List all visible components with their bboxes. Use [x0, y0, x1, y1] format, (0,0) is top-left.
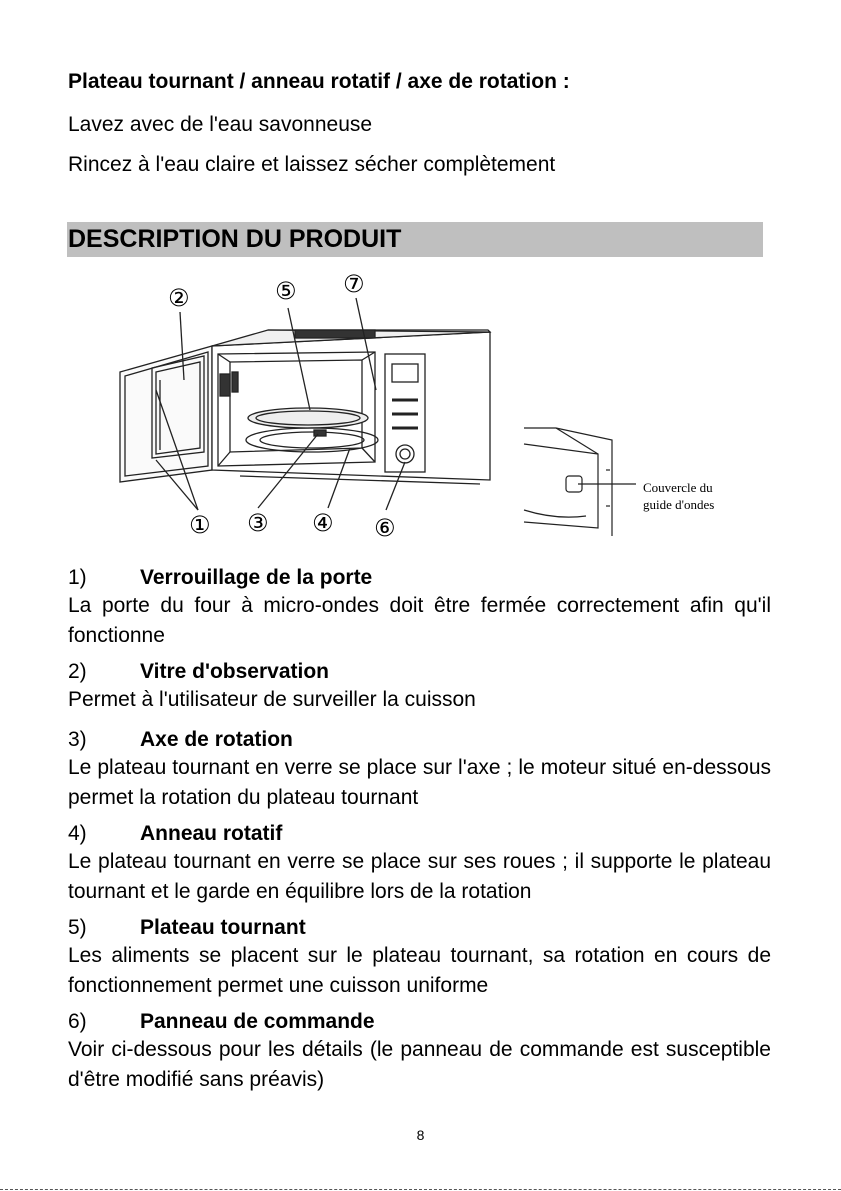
item-title: Plateau tournant	[140, 916, 306, 939]
item-number: 6)	[68, 1010, 87, 1033]
section-title: DESCRIPTION DU PRODUIT	[68, 225, 402, 253]
item-title: Vitre d'observation	[140, 660, 329, 683]
microwave-diagram	[100, 270, 500, 545]
item-body: La porte du four à micro-ondes doit être fermée correctement afin qu'il fonctionne	[68, 594, 771, 647]
item-body: Permet à l'utilisateur de surveiller la cuisson	[68, 688, 476, 711]
item-title: Panneau de commande	[140, 1010, 375, 1033]
callout-1: ①	[189, 512, 211, 539]
bottom-divider	[0, 1189, 841, 1190]
callout-4: ④	[312, 510, 334, 537]
callout-6: ⑥	[374, 515, 396, 542]
callout-5: ⑤	[275, 278, 297, 305]
item-body: Les aliments se placent sur le plateau tournant, sa rotation en cours de fonctionnement permet une cuisson uniforme	[68, 944, 771, 997]
cleaning-line-1: Lavez avec de l'eau savonneuse	[68, 113, 373, 136]
cleaning-line-2: Rincez à l'eau claire et laissez sécher complètement	[68, 153, 556, 176]
cleaning-heading: Plateau tournant / anneau rotatif / axe de rotation :	[68, 70, 570, 93]
item-body: Le plateau tournant en verre se place sur l'axe ; le moteur situé en-dessous permet la rotation du plateau tournant	[68, 756, 771, 809]
item-title: Axe de rotation	[140, 728, 293, 751]
item-number: 1)	[68, 566, 87, 589]
item-body: Le plateau tournant en verre se place sur ses roues ; il supporte le plateau tournant et le garde en équilibre lors de la rotation	[68, 850, 771, 903]
item-number: 3)	[68, 728, 87, 751]
item-title: Anneau rotatif	[140, 822, 283, 845]
item-number: 2)	[68, 660, 87, 683]
callout-3: ③	[247, 510, 269, 537]
item-body: Voir ci-dessous pour les détails (le panneau de commande est susceptible d'être modifié sans préavis)	[68, 1038, 771, 1091]
callout-7: ⑦	[343, 271, 365, 298]
item-number: 4)	[68, 822, 87, 845]
page-number: 8	[416, 1127, 425, 1143]
callout-2: ②	[168, 285, 190, 312]
waveguide-label-line-2: guide d'ondes	[643, 497, 715, 512]
waveguide-label	[643, 479, 714, 513]
item-number: 5)	[68, 916, 87, 939]
waveguide-label-line-1: Couvercle du	[643, 480, 713, 495]
waveguide-cover-inset	[516, 424, 636, 542]
item-title: Verrouillage de la porte	[140, 566, 373, 589]
